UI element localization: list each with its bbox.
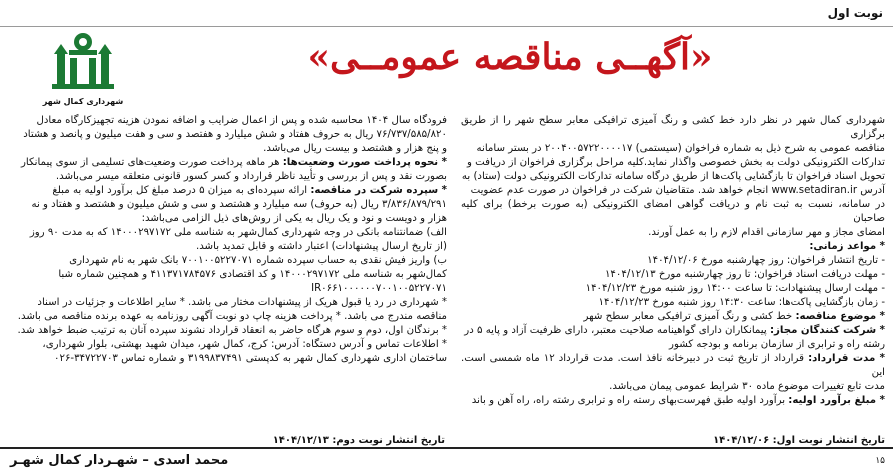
notice-line bbox=[461, 240, 885, 254]
notice-line: * شهرداری در رد یا قبول هریک از پیشنهادات مختار می باشد. * سایر اطلاعات و جزئیات در اسناد bbox=[37, 297, 447, 308]
notice-line: کمال‌شهر به شناسه ملی ۱۴۰۰۰۲۹۷۱۷۲ و کد اقتصادی ۴۱۱۳۷۱۷۸۴۵۷۶ و همچنین شماره شبا bbox=[58, 269, 447, 280]
notice-line: * موضوع مناقصه: خط کشی و رنگ آمیزی ترافیکی معابر سطح شهر bbox=[583, 311, 885, 322]
mayor-signature: محمد اسدی – شهـردار کمال شهـر bbox=[10, 453, 229, 468]
notice-line: شهرداری کمال شهر در نظر دارد خط کشی و رنگ آمیزی ترافیکی معابر سطح شهر را از طریق برگزاری bbox=[461, 115, 885, 140]
publication-round-label: نوبت اول bbox=[827, 6, 883, 20]
section-heading: * موضوع مناقصه: bbox=[795, 311, 885, 322]
notice-line: (از تاریخ ارسال پیشنهادات) اعتبار داشته و قابل تمدید باشد. bbox=[195, 241, 447, 252]
notice-title: «آگهــی مناقصه عمومــی» bbox=[307, 36, 713, 78]
notice-line: * سپرده شرکت در مناقصه: ارائه سپرده‌ای به میزان ۵ درصد مبلغ کل برآورد اولیه به مبلغ bbox=[52, 185, 447, 196]
notice-line: * اطلاعات تماس و آدرس دستگاه: آدرس: کرج، کمال شهر، میدان شهید بهشتی، بلوار شهرداری، bbox=[42, 339, 447, 350]
first-publication-date: تاریخ انتشار نوبت اول: ۱۴۰۴/۱۲/۰۶ bbox=[713, 435, 885, 446]
section-heading: * مبلغ برآورد اولیه: bbox=[788, 395, 885, 406]
notice-text-right-column bbox=[461, 114, 885, 408]
notice-line: ۳/۸۳۶/۸۷۹/۲۹۱ ریال (به حروف) سه میلیارد و هشتصد و سی و شش میلیون و هشتصد و هفتاد و نه bbox=[31, 199, 447, 210]
notice-line: الف) ضمانتنامه بانکی در وجه شهرداری کمال‌شهر به شناسه ملی ۱۴۰۰۰۲۹۷۱۷۲ که به مدت ۹۰ روز bbox=[29, 227, 447, 238]
notice-line: - تاریخ انتشار فراخوان: روز چهارشنبه مورخ ۱۴۰۴/۱۲/۰۶ bbox=[647, 255, 885, 266]
notice-line: تحویل اسناد فراخوان تا بازگشایی پاکت‌ها از طریق درگاه سامانه تدارکات الکترونیکی دولت (ستاد) به bbox=[461, 171, 885, 182]
notice-text-left-column bbox=[10, 114, 447, 366]
notice-line: فرودگاه سال ۱۴۰۴ محاسبه شده و پس از اعمال ضرایب و اضافه نمودن هزینه تجهیزکارگاه معادل bbox=[36, 115, 447, 126]
notice-line: در سامانه، نسبت به ثبت نام و دریافت گواهی امضای الکترونیکی (به صورت برخط) برای کلیه صاحبان bbox=[461, 199, 885, 224]
notice-line: هزار و دویست و نود و یک ریال به یکی از روش‌های ذیل الزامی می‌باشد: bbox=[141, 213, 447, 224]
notice-line: آدرس www.setadiran.ir انجام خواهد شد. متقاضیان شرکت در فراخوان در صورت عدم عضویت bbox=[470, 185, 885, 196]
notice-line: * نحوه پرداخت صورت وضعیت‌ها: هر ماهه پرداخت صورت وضعیت‌های تسلیمی از سوی پیمانکار bbox=[20, 157, 447, 168]
notice-line: مناقصه مندرج می باشد. * پرداخت هزینه چاپ دو نوبت آگهی روزنامه به عهده برنده مناقصه می باشد. bbox=[17, 311, 447, 322]
notice-line: * مبلغ برآورد اولیه: برآورد اولیه طبق فهرست‌بهای رسته راه و ترابری رشته راه، راه آهن و باند bbox=[471, 395, 885, 406]
top-bar bbox=[0, 0, 893, 27]
notice-line: رشته راه و ترابری از سازمان برنامه و بودجه کشور bbox=[669, 339, 885, 350]
signature-bar bbox=[0, 447, 893, 475]
notice-line: و پنج هزار و هشتصد و بیست ریال می‌باشد. bbox=[263, 143, 447, 154]
notice-line: مدت تابع تغییرات موضوع ماده ۳۰ شرایط عمومی پیمان می‌باشد. bbox=[609, 381, 885, 392]
notice-line: * برندگان اول، دوم و سوم هرگاه حاضر به انعقاد قرارداد نشوند سپرده آنان به ترتیب ضبط خواهد شد. bbox=[17, 325, 447, 336]
notice-line: بصورت نقد و پس از بررسی و تأیید ناظر قرارداد و کسر کسور قانونی متعلقه میسر می‌باشد. bbox=[55, 171, 447, 182]
municipality-logo bbox=[38, 24, 128, 112]
notice-line: ب) واریز فیش نقدی به حساب سپرده شماره ۷۰۰۱۰۰۵۲۲۷۰۷۱ بانک شهر به نام شهرداری bbox=[69, 255, 447, 266]
notice-line: ۷۶/۷۳۷/۵۸۵/۸۲۰ ریال به حروف هفتاد و شش میلیارد و هفتصد و سی و هفت میلیون و پانصد و هشتاد bbox=[23, 129, 447, 140]
municipality-emblem-icon bbox=[48, 24, 118, 92]
logo-caption: شهرداری کمال شهر bbox=[42, 97, 124, 106]
page-number: ۱۵ bbox=[875, 456, 885, 466]
section-heading: * سپرده شرکت در مناقصه: bbox=[310, 185, 447, 196]
notice-line: - زمان بازگشایی پاکت‌ها: ساعت ۱۴:۳۰ روز شنبه مورخ ۱۴۰۴/۱۲/۲۳ bbox=[598, 297, 885, 308]
section-heading: * مواعد زمانی: bbox=[809, 241, 885, 252]
notice-line: امضای مجاز و مهر سازمانی اقدام لازم را به عمل آورند. bbox=[648, 227, 885, 238]
notice-line: تدارکات الکترونیکی دولت به بخش خصوصی واگذار نماید.کلیه مراحل برگزاری فراخوان از دریافت و bbox=[467, 157, 885, 168]
notice-line: IR۰۶۶۱۰۰۰۰۰۰۷۰۰۱۰۰۵۲۲۷۰۷۱ bbox=[311, 283, 447, 294]
notice-line: - مهلت ارسال پیشنهادات: تا ساعت ۱۴:۰۰ روز شنبه مورخ ۱۴۰۴/۱۲/۲۳ bbox=[585, 283, 885, 294]
notice-line: ساختمان اداری شهرداری کمال شهر به کدپستی ۳۱۹۹۸۳۷۴۹۱ و شماره تماس ۳۴۷۲۲۷۰۳-۰۲۶ bbox=[54, 353, 447, 364]
section-heading: * مدت قرارداد: bbox=[808, 353, 885, 364]
notice-line: * مدت قرارداد: قرارداد از تاریخ ثبت در دبیرخانه نافذ است. مدت قرارداد ۱۲ ماه شمسی است. این bbox=[461, 353, 885, 378]
section-heading: * شرکت کنندگان مجاز: bbox=[769, 325, 885, 336]
second-publication-date: تاریخ انتشار نوبت دوم: ۱۴۰۴/۱۲/۱۳ bbox=[272, 435, 445, 446]
notice-line: - مهلت دریافت اسناد فراخوان: تا روز چهارشنبه مورخ ۱۴۰۴/۱۲/۱۳ bbox=[604, 269, 885, 280]
notice-line: * شرکت کنندگان مجاز: پیمانکاران دارای گواهینامه صلاحیت معتبر، دارای ظرفیت آزاد و پایه ۵ در bbox=[464, 325, 885, 336]
notice-line: مناقصه عمومی به شرح ذیل به شماره فراخوان (سیستمی) ۲۰۰۴۰۰۵۷۲۲۰۰۰۰۱۷ در بستر سامانه bbox=[476, 143, 885, 154]
section-heading: * نحوه پرداخت صورت وضعیت‌ها: bbox=[282, 157, 447, 168]
